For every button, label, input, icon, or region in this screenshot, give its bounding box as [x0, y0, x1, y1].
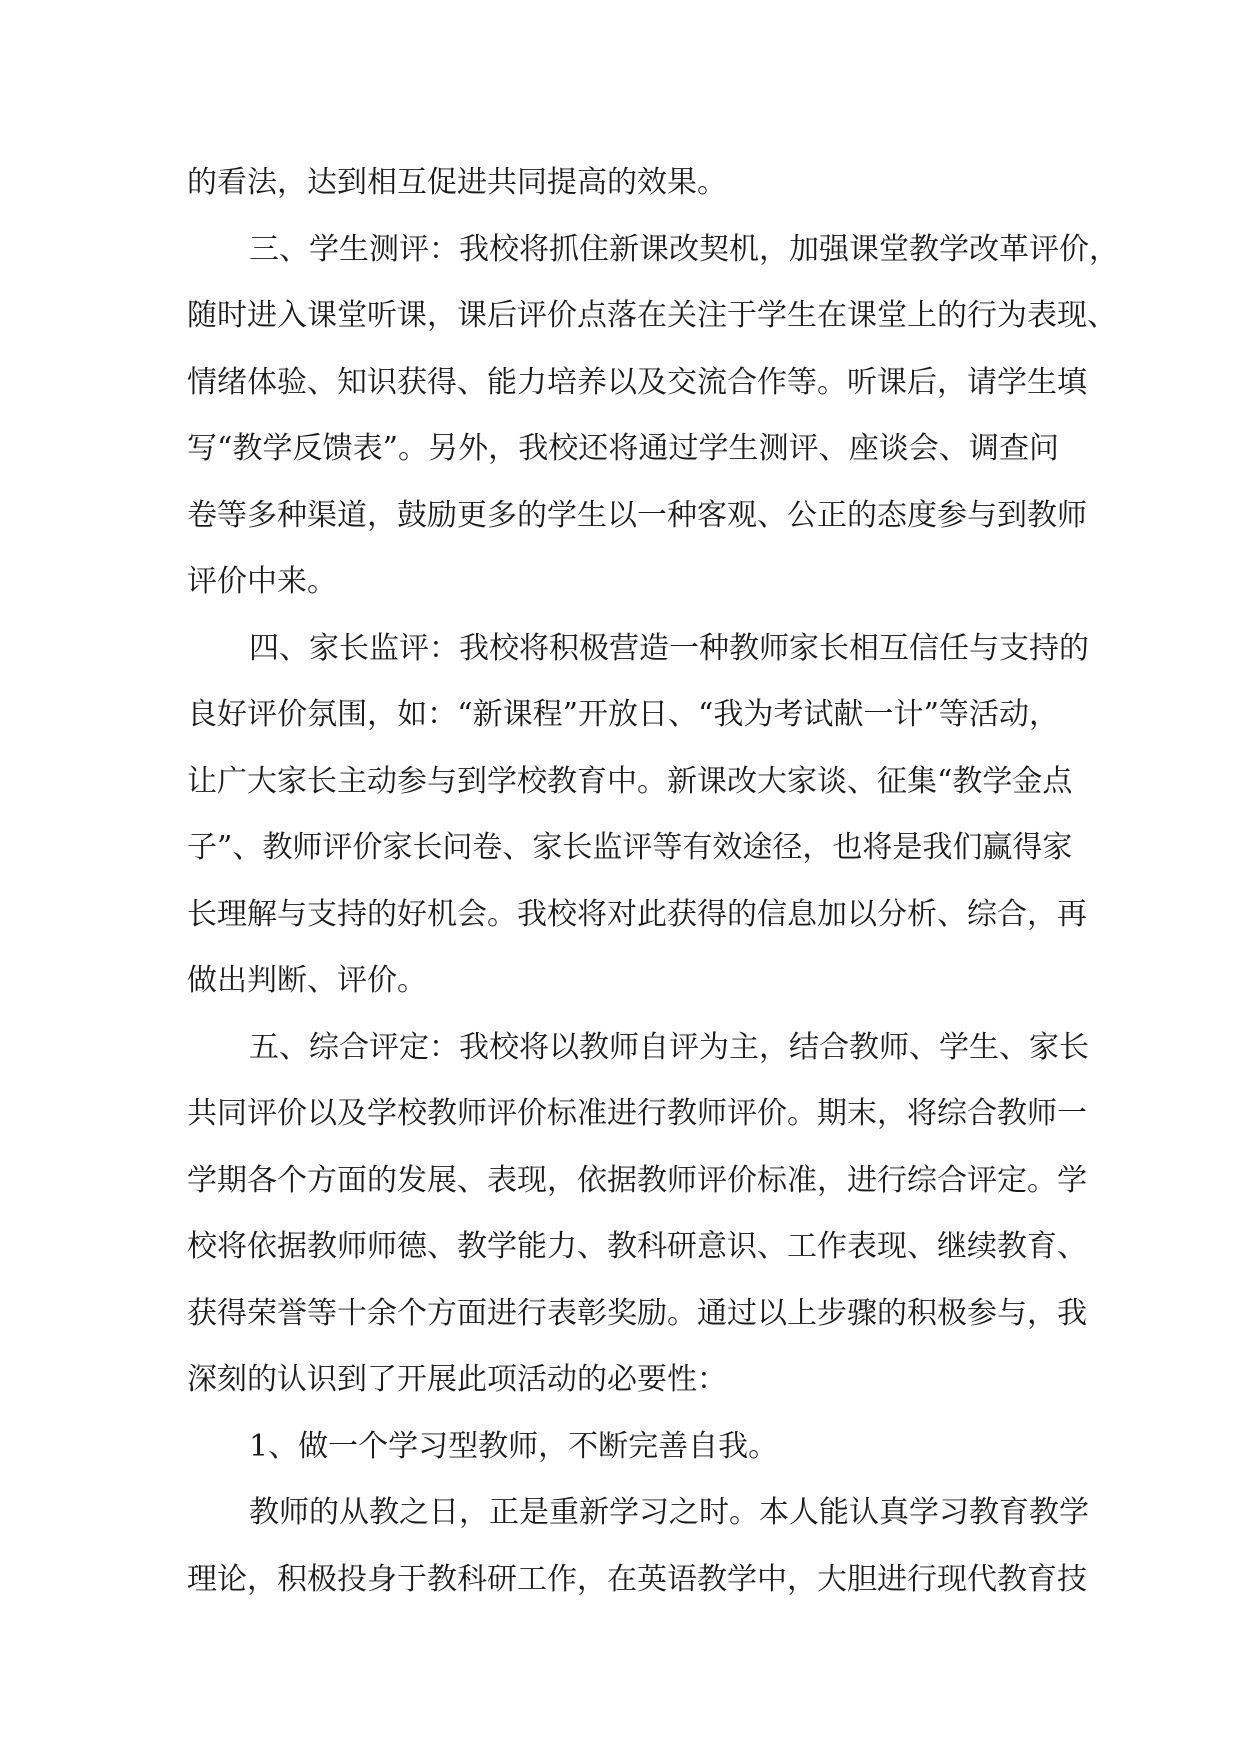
text-line: 三、学生测评：我校将抓住新课改契机，加强课堂教学改革评价，	[249, 231, 1119, 267]
text-line: 深刻的认识到了开展此项活动的必要性：	[187, 1362, 727, 1397]
text-line: 1、做一个学习型教师，不断完善自我。	[249, 1428, 779, 1464]
text-line: 长理解与支持的好机会。我校将对此获得的信息加以分析、综合，再	[187, 896, 1087, 932]
text-line: 获得荣誉等十余个方面进行表彰奖励。通过以上步骤的积极参与，我	[187, 1295, 1087, 1331]
text-line: 卷等多种渠道，鼓励更多的学生以一种客观、公正的态度参与到教师	[187, 497, 1087, 533]
text-line: 良好评价氛围，如：“新课程”开放日、“我为考试献一计”等活动，	[187, 697, 1059, 732]
text-line: 四、家长监评：我校将积极营造一种教师家长相互信任与支持的	[249, 630, 1089, 666]
text-line: 的看法，达到相互促进共同提高的效果。	[187, 165, 727, 200]
text-line: 校将依据教师师德、教学能力、教科研意识、工作表现、继续教育、	[187, 1229, 1087, 1264]
text-line: 理论，积极投身于教科研工作，在英语教学中，大胆进行现代教育技	[187, 1561, 1087, 1597]
text-line: 教师的从教之日，正是重新学习之时。本人能认真学习教育教学	[249, 1495, 1089, 1530]
text-line: 学期各个方面的发展、表现，依据教师评价标准，进行综合评定。学	[187, 1162, 1087, 1198]
document-body	[187, 150, 1119, 1613]
text-line: 情绪体验、知识获得、能力培养以及交流合作等。听课后，请学生填	[187, 364, 1087, 400]
text-line: 随时进入课堂听课，课后评价点落在关注于学生在课堂上的行为表现、	[187, 298, 1117, 333]
text-line: 让广大家长主动参与到学校教育中。新课改大家谈、征集“教学金点	[187, 763, 1073, 799]
text-line: 共同评价以及学校教师评价标准进行教师评价。期末，将综合教师一	[187, 1096, 1087, 1131]
text-line: 五、综合评定：我校将以教师自评为主，结合教师、学生、家长	[249, 1029, 1089, 1065]
text-line: 写“教学反馈表”。另外，我校还将通过学生测评、座谈会、调查问	[187, 431, 1059, 466]
text-line: 评价中来。	[187, 564, 337, 599]
text-line: 子”、教师评价家长问卷、家长监评等有效途径，也将是我们赢得家	[187, 830, 1073, 865]
text-line: 做出判断、评价。	[187, 963, 427, 998]
